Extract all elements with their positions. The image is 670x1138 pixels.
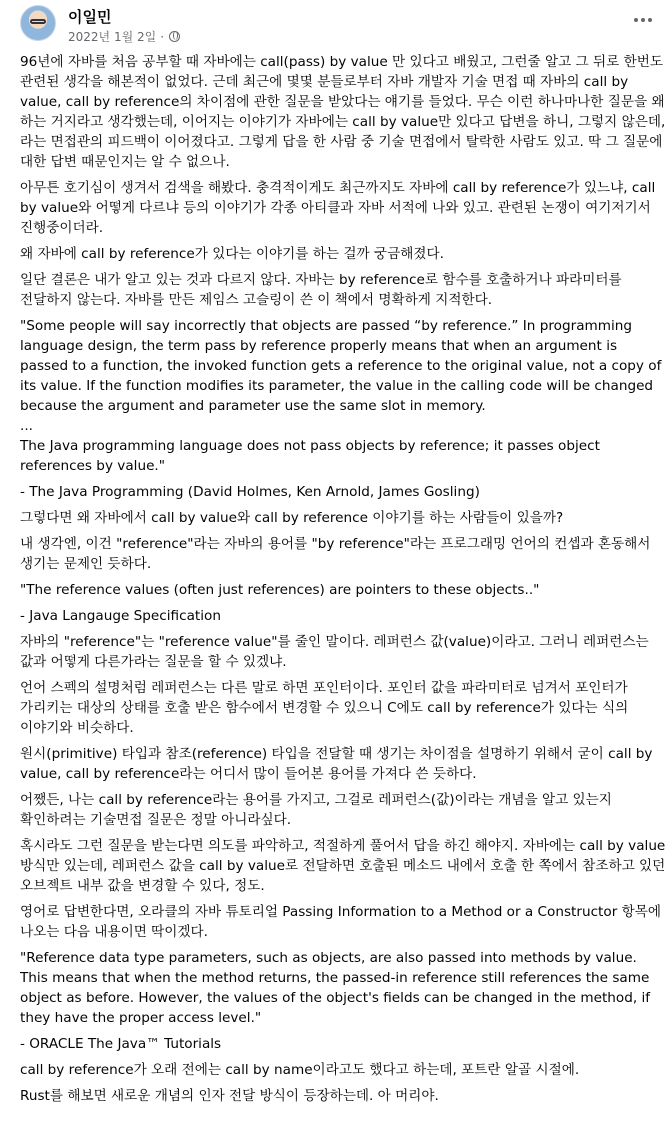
- post-paragraph: 96년에 자바를 처음 공부할 때 자바에는 call(pass) by value 만 있다고 배웠고, 그런줄 알고 그 뒤로 한번도 관련된 생각을 해본적이 없었다. 근데 최근에 몇몇 분들로부터 자바 개발자 기술 면접 때 자바의 call by value, call by reference의 차이점에 관한 질문을 받았다는 얘기를 들었다. 무슨 이런 하나마나한 질문을 왜 하는 거지라고 생각했는데, 이어지는 이야기가 자바에는 call by value만 있다고 답변을 하니, 그렇지 않은데,라는 면접관의 피드백이 이어졌다고. 그렇게 답을 한 사람 중 기술 면접에서 탈락한 사람도 있고. 딱 그 질문에 대한 답변 때문인지는 알 수 없으나.: [20, 54, 666, 170]
- post-quote: "The reference values (often just references) are pointers to these objects..": [20, 582, 540, 598]
- post-paragraph: call by reference가 오래 전에는 call by name이라고도 했다고 하는데, 포트란 알골 시절에.: [20, 1062, 580, 1078]
- quote-source: - Java Langauge Specification: [20, 608, 221, 624]
- quote-source: - The Java Programming (David Holmes, Ken Arnold, James Gosling): [20, 484, 480, 500]
- meta-separator: ·: [160, 29, 165, 44]
- post-date[interactable]: 2022년 1월 2일: [68, 30, 157, 44]
- post-quote: "Some people will say incorrectly that objects are passed “by reference.” In programming language design, the term pass by reference properly means that when an argument is passed to a function, the invoked function gets a reference to the original value, not a copy of its value. If the function modifies its parameter, the value in the calling code will be changed because the argument and parameter use the same slot in memory. ... The Java programming language does not pass objects by reference; it passes object references by value.": [20, 318, 662, 474]
- quote-source: - ORACLE The Java™ Tutorials: [20, 1036, 222, 1052]
- post-meta: [68, 28, 180, 45]
- more-horizontal-icon[interactable]: [630, 10, 656, 30]
- author-avatar[interactable]: [20, 5, 56, 41]
- post-paragraph: 영어로 답변한다면, 오라클의 자바 튜토리얼 Passing Information to a Method or a Constructor 항목에 나오는 다음 내용이면 딱이겠다.: [20, 904, 661, 940]
- post-paragraph: 자바의 "reference"는 "reference value"를 줄인 말이다. 레퍼런스 값(value)이라고. 그러니 레퍼런스는 값과 어떻게 다른가라는 질문을 할 수 있겠냐.: [20, 634, 649, 670]
- post-paragraph: 일단 결론은 내가 알고 있는 것과 다르지 않다. 자바는 by reference로 함수를 호출하거나 파라미터를 전달하지 않는다. 자바를 만든 제임스 고슬링이 쓴 이 책에서 명확하게 지적한다.: [20, 272, 622, 308]
- post-paragraph: 왜 자바에 call by reference가 있다는 이야기를 하는 걸까 궁금해졌다.: [20, 246, 444, 262]
- post-paragraph: 어쨌든, 나는 call by reference라는 용어를 가지고, 그걸로 레퍼런스(값)이라는 개념을 알고 있는지 확인하려는 기술면접 질문은 정말 아니라싶다.: [20, 792, 612, 828]
- post-paragraph: 아무튼 호기심이 생겨서 검색을 해봤다. 충격적이게도 최근까지도 자바에 call by reference가 있느냐, call by value와 어떻게 다르냐 등의 이야기가 각종 아티클과 자바 서적에 나와 있고. 관련된 논쟁이 여기저기서 진행중이더라.: [20, 180, 656, 236]
- post-header: [0, 0, 670, 44]
- post-paragraph: 원시(primitive) 타입과 참조(reference) 타입을 전달할 때 생기는 차이점을 설명하기 위해서 굳이 call by value, call by reference라는 어디서 많이 들어본 용어를 가져다 쓴 듯하다.: [20, 746, 653, 782]
- post-paragraph: Rust를 해보면 새로운 개념의 인자 전달 방식이 등장하는데. 아 머리야.: [20, 1088, 439, 1104]
- post-quote: "Reference data type parameters, such as objects, are also passed into methods by value. This means that when the method returns, the passed-in reference still references the same object as before. However, the values of the object's fields can be changed in the method, if they have the proper access level.": [20, 950, 651, 1026]
- globe-icon[interactable]: [169, 31, 180, 42]
- post-paragraph: 그렇다면 왜 자바에서 call by value와 call by reference 이야기를 하는 사람들이 있을까?: [20, 510, 564, 526]
- post-paragraph: 언어 스펙의 설명처럼 레퍼런스는 다른 말로 하면 포인터이다. 포인터 값을 파라미터로 넘겨서 포인터가 가리키는 대상의 상태를 호출 받은 함수에서 변경할 수 있으니 C에도 call by reference가 있다는 식의 이야기와 비슷하다.: [20, 680, 629, 736]
- post-paragraph: 내 생각엔, 이건 "reference"라는 자바의 용어를 "by reference"라는 프로그래밍 언어의 컨셉과 혼동해서 생기는 문제인 듯하다.: [20, 536, 651, 572]
- author-name[interactable]: 이일민: [68, 8, 112, 26]
- post-paragraph: 혹시라도 그런 질문을 받는다면 의도를 파악하고, 적절하게 풀어서 답을 하긴 해야지. 자바에는 call by value 방식만 있는데, 레퍼런스 값을 call by value로 전달하면 호출된 메소드 내에서 호출 한 쪽에서 참조하고 있던 오브젝트 내부 값을 변경할 수 있다, 정도.: [20, 838, 666, 894]
- post-body: [20, 52, 668, 1112]
